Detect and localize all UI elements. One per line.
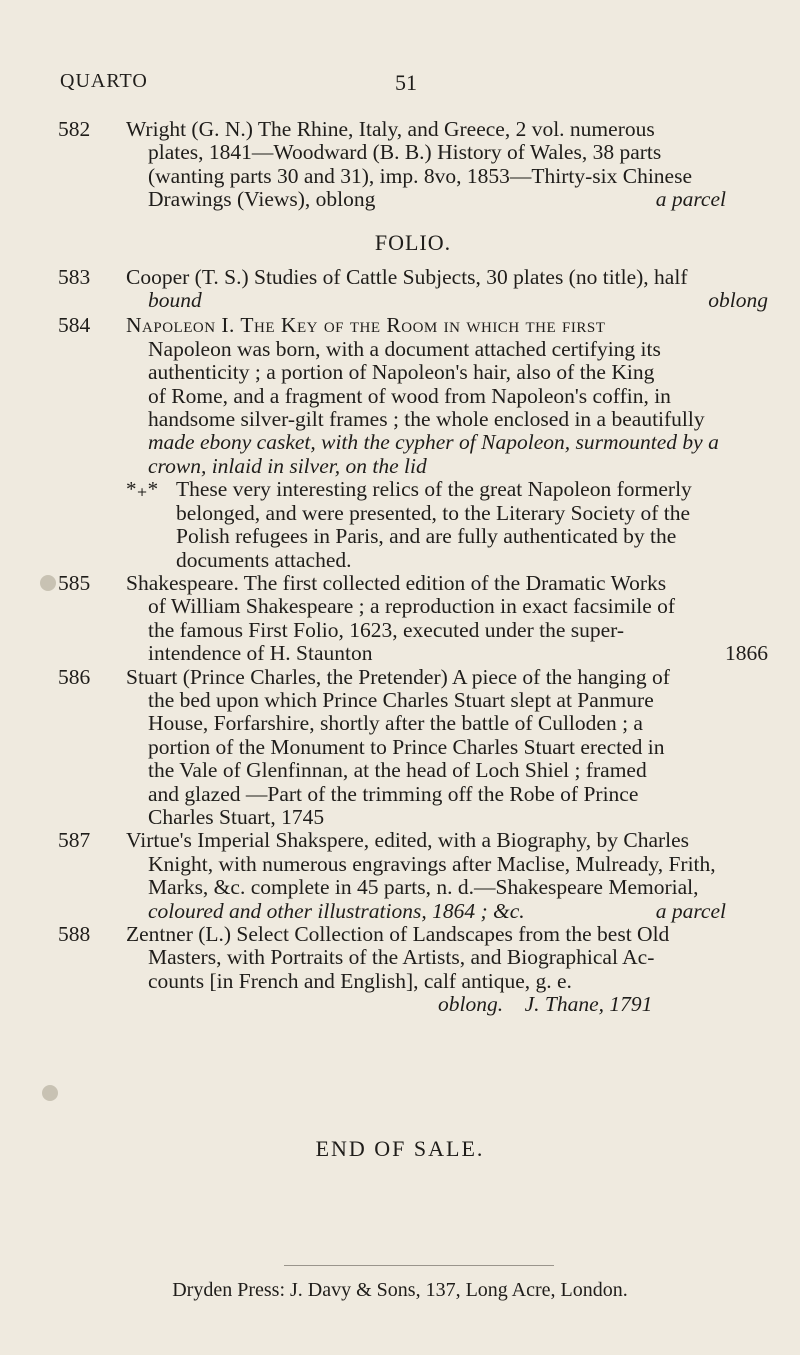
entry-line-text: Drawings (Views), oblong — [148, 187, 376, 212]
lot-entry — [58, 923, 768, 1017]
entry-line: and glazed —Part of the trimming off the Robe of Prince — [148, 781, 639, 806]
entry-tail: oblong — [708, 288, 768, 313]
lot-note — [126, 478, 768, 572]
end-of-sale: END OF SALE. — [315, 1136, 485, 1161]
entry-line: counts [in French and English], calf antique, g. e. — [148, 968, 572, 993]
entry-line — [126, 900, 768, 923]
lot-number: 587 — [58, 828, 91, 853]
entry-tail: 1866 — [725, 641, 768, 666]
entry-line: made ebony casket, with the cypher of Napoleon, surmounted by a — [148, 430, 719, 455]
entry-line: Marks, &c. complete in 45 parts, n. d.—Shakespeare Memorial, — [148, 875, 699, 900]
entry-line: authenticity ; a portion of Napoleon's hair, also of the King — [148, 360, 655, 385]
entry-line: the famous First Folio, 1623, executed under the super- — [148, 617, 625, 642]
entry-line: Masters, with Portraits of the Artists, and Biographical Ac- — [148, 945, 655, 970]
entry-line: Wright (G. N.) The Rhine, Italy, and Greece, 2 vol. numerous — [126, 117, 655, 141]
entry-line: handsome silver-gilt frames ; the whole enclosed in a beautifully — [148, 407, 705, 432]
entry-line: Stuart (Prince Charles, the Pretender) A piece of the hanging of — [126, 664, 670, 689]
lot-number: 585 — [58, 570, 91, 595]
entry-line-text: bound — [148, 288, 202, 313]
running-head — [60, 70, 760, 100]
entry-tail: a parcel — [655, 187, 726, 212]
section-title: QUARTO — [60, 70, 148, 92]
entry-line: plates, 1841—Woodward (B. B.) History of Wales, 38 parts — [148, 140, 662, 165]
entry-line: Cooper (T. S.) Studies of Cattle Subjects, 30 plates (no title), half — [126, 264, 688, 289]
note-line: documents attached. — [176, 547, 352, 572]
note-line: These very interesting relics of the great Napoleon formerly — [176, 477, 692, 502]
lot-number: 583 — [58, 264, 91, 289]
note-line: Polish refugees in Paris, and are fully authenticated by the — [176, 524, 677, 549]
entry-line — [126, 289, 768, 312]
entry-line — [126, 188, 768, 211]
entry-line: portion of the Monument to Prince Charles Stuart erected in — [148, 734, 665, 759]
entry-line: Charles Stuart, 1745 — [148, 804, 325, 829]
entry-line: (wanting parts 30 and 31), imp. 8vo, 1853—Thirty-six Chinese — [148, 163, 692, 188]
lot-entry — [58, 829, 768, 923]
lot-entry — [58, 666, 768, 830]
lot-number: 588 — [58, 922, 91, 946]
entry-line: the bed upon which Prince Charles Stuart slept at Panmure — [148, 687, 654, 712]
lot-entry — [58, 314, 768, 571]
entry-line: of William Shakespeare ; a reproduction in exact facsimile of — [148, 594, 676, 619]
lot-number: 584 — [58, 313, 91, 338]
lot-number: 582 — [58, 117, 91, 141]
note-marker: *₊* — [126, 477, 159, 502]
entry-line — [126, 642, 768, 665]
entry-line: crown, inlaid in silver, on the lid — [148, 453, 427, 478]
lot-number: 586 — [58, 664, 91, 689]
lot-entry — [58, 572, 768, 666]
entry-line: Knight, with numerous engravings after Maclise, Mulready, Frith, — [148, 851, 716, 876]
entry-line-text: coloured and other illustrations, 1864 ; &c. — [148, 898, 525, 923]
entry-tail: a parcel — [655, 898, 726, 923]
entry-line: Napoleon I. The Key of the Room in which the first — [126, 313, 606, 338]
binding-hole-icon — [42, 1085, 58, 1101]
entry-line: Zentner (L.) Select Collection of Landscapes from the best Old — [126, 922, 670, 946]
entry-line-text: intendence of H. Staunton — [148, 641, 373, 666]
lot-entry — [58, 266, 768, 313]
entry-line: Shakespeare. The first collected edition of the Dramatic Works — [126, 570, 667, 595]
entry-line: Napoleon was born, with a document attached certifying its — [148, 336, 661, 361]
binding-hole-icon — [40, 575, 56, 591]
note-line: belonged, and were presented, to the Literary Society of the — [176, 500, 691, 525]
divider — [284, 1265, 554, 1266]
entry-line: the Vale of Glenfinnan, at the head of Loch Shiel ; framed — [148, 758, 647, 783]
entry-tail: oblong. J. Thane, 1791 — [438, 992, 653, 1017]
section-heading: FOLIO. — [374, 229, 452, 255]
lot-entry — [58, 118, 768, 212]
entry-line: House, Forfarshire, shortly after the battle of Culloden ; a — [148, 711, 643, 736]
lot-list — [58, 118, 768, 1017]
page-number: 51 — [395, 70, 417, 95]
printer-imprint: Dryden Press: J. Davy & Sons, 137, Long Acre, London. — [172, 1279, 628, 1301]
entry-line: of Rome, and a fragment of wood from Napoleon's coffin, in — [148, 383, 671, 408]
entry-line: Virtue's Imperial Shakspere, edited, with a Biography, by Charles — [126, 828, 690, 853]
